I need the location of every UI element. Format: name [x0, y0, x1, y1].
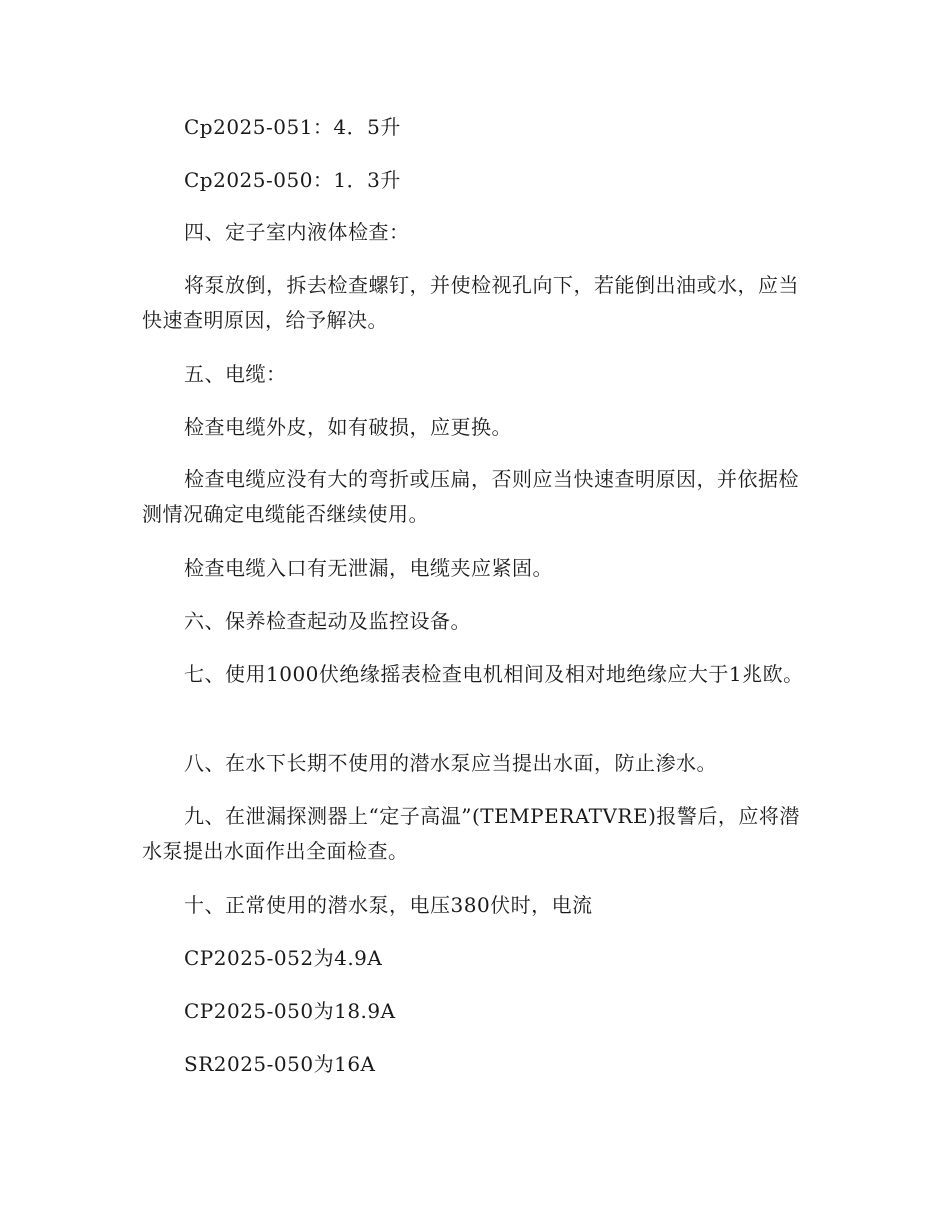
current-cp2025-050: CP2025-050为18.9A	[184, 999, 396, 1023]
paragraph-cable-sheath: 检查电缆外皮，如有破损，应更换。	[184, 415, 512, 439]
section-heading-overtemp-alarm: 九、在泄漏探测器上“定子高温”(TEMPERATVRE)报警后，应将潜水泵提出水面作出全面检查。	[142, 804, 800, 863]
oil-volume-cp2025-050: Cp2025-050：1．3升	[184, 168, 401, 192]
current-cp2025-052: CP2025-052为4.9A	[184, 946, 383, 970]
section-heading-idle-pump: 八、在水下长期不使用的潜水泵应当提出水面，防止渗水。	[184, 751, 717, 775]
paragraph-stator-liquid-procedure: 将泵放倒，拆去检查螺钉，并使检视孔向下，若能倒出油或水，应当快速查明原因，给予解决。	[142, 273, 799, 332]
current-sr2025-050: SR2025-050为16A	[184, 1052, 376, 1076]
section-heading-cable: 五、电缆：	[184, 362, 287, 386]
section-heading-insulation-test: 七、使用1000伏绝缘摇表检查电机相间及相对地绝缘应大于1兆欧。	[184, 662, 804, 686]
section-heading-stator-liquid-check: 四、定子室内液体检查：	[184, 220, 410, 244]
paragraph-cable-bending: 检查电缆应没有大的弯折或压扁，否则应当快速查明原因，并依据检测情况确定电缆能否继续使用。	[142, 467, 799, 526]
section-heading-normal-current: 十、正常使用的潜水泵，电压380伏时，电流	[184, 893, 593, 917]
paragraph-cable-entry: 检查电缆入口有无泄漏，电缆夹应紧固。	[184, 556, 553, 580]
oil-volume-cp2025-051: Cp2025-051：4．5升	[184, 115, 401, 139]
section-heading-control-equipment: 六、保养检查起动及监控设备。	[184, 609, 471, 633]
